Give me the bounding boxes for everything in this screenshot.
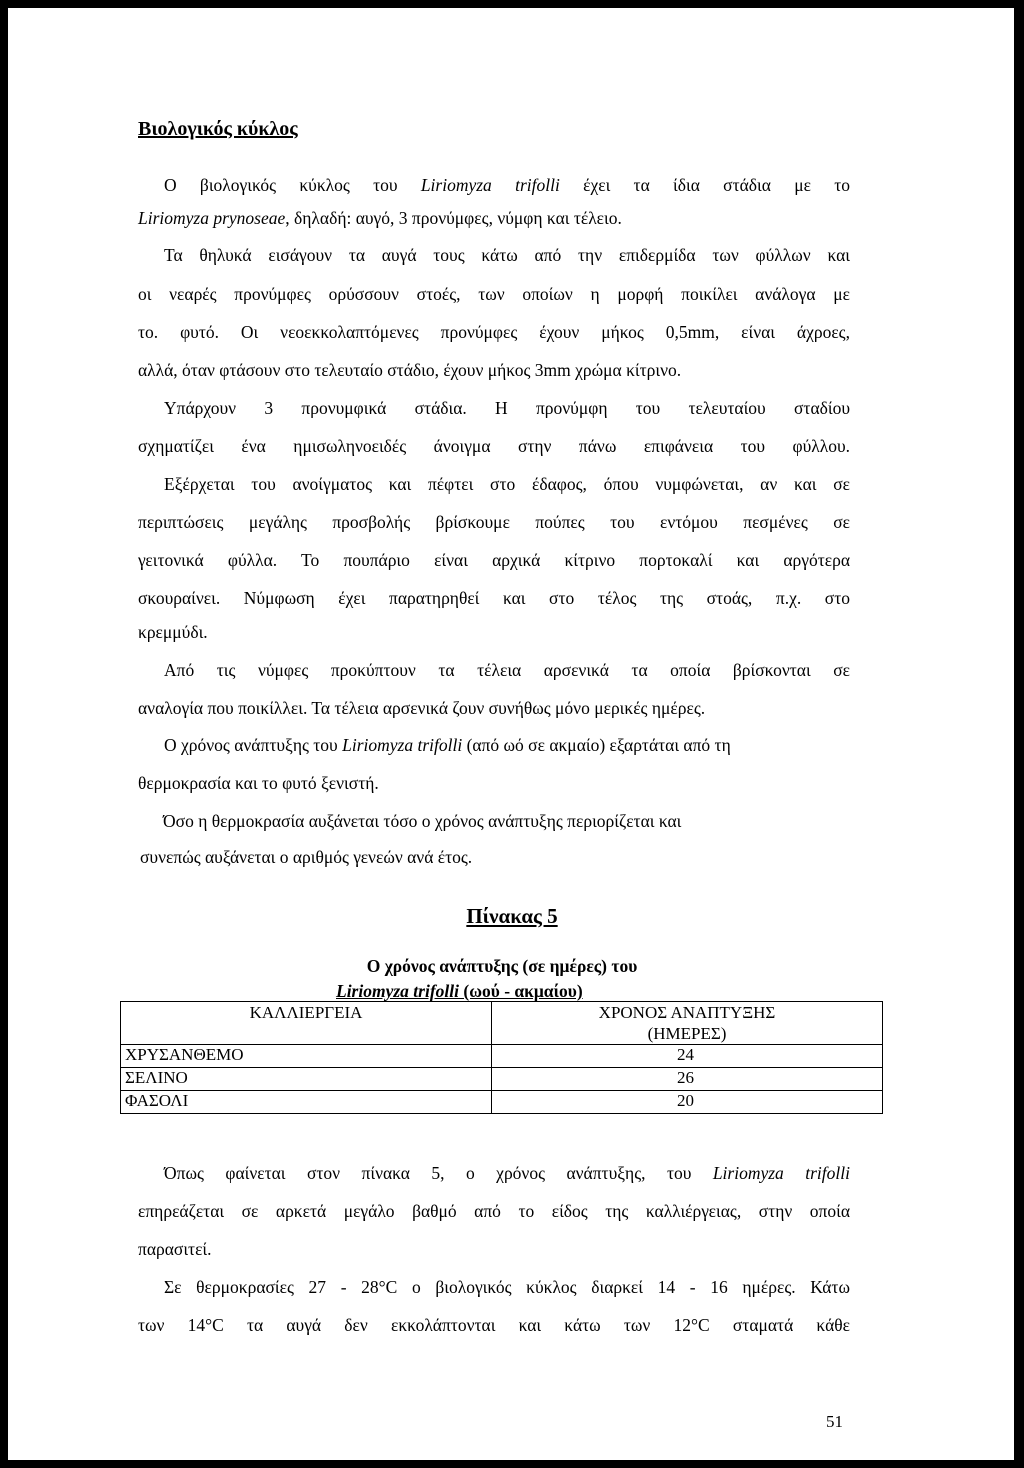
species-name: Liriomyza trifolli xyxy=(712,1163,850,1183)
paragraph-1-line-2: Liriomyza prynoseae, δηλαδή: αυγό, 3 προνύμφες, νύμφη και τέλειο. xyxy=(138,208,622,228)
paragraph-3-line-7: κρεμμύδι. xyxy=(138,622,208,642)
paragraph-6-line-1: Όσο η θερμοκρασία αυξάνεται τόσο ο χρόνος ανάπτυξης περιορίζεται και xyxy=(163,811,682,831)
development-time-table xyxy=(120,1001,883,1114)
table-title: Πίνακας 5 xyxy=(466,904,558,928)
page-number: 51 xyxy=(826,1412,843,1431)
paragraph-7-line-2: επηρεάζεται σε αρκετά μεγάλο βαθμό από το είδος της καλλιέργειας, στην οποία xyxy=(138,1201,850,1221)
crop-cell: ΧΡΥΣΑΝΘΕΜΟ xyxy=(121,1045,492,1068)
section-heading: Βιολογικός κύκλος xyxy=(138,118,298,140)
column-header-crop: ΚΑΛΛΙΕΡΓΕΙΑ xyxy=(121,1002,492,1045)
paragraph-6-line-2: συνεπώς αυξάνεται ο αριθμός γενεών ανά έτος. xyxy=(140,847,473,867)
crop-cell: ΣΕΛΙΝΟ xyxy=(121,1068,492,1091)
table-caption-line-2: Liriomyza trifolli (ωού - ακμαίου) xyxy=(336,981,583,1001)
days-cell: 26 xyxy=(492,1068,883,1091)
days-cell: 20 xyxy=(492,1091,883,1114)
table-caption-line-1: Ο χρόνος ανάπτυξης (σε ημέρες) του xyxy=(366,956,638,976)
paragraph-4-line-2: αναλογία που ποικίλλει. Τα τέλεια αρσενικά ζουν συνήθως μόνο μερικές ημέρες. xyxy=(138,698,706,718)
table-row xyxy=(121,1091,883,1114)
paragraph-1-line-1: Ο βιολογικός κύκλος του Liriomyza trifolli έχει τα ίδια στάδια με το xyxy=(164,175,850,195)
paragraph-2-line-3: το. φυτό. Οι νεοεκκολαπτόμενες προνύμφες έχουν μήκος 0,5mm, είναι άχροες, xyxy=(138,322,850,342)
paragraph-3-line-2: σχηματίζει ένα ημισωληνοειδές άνοιγμα στην πάνω επιφάνεια του φύλλου. xyxy=(138,436,850,456)
species-name: Liriomyza trifolli xyxy=(336,981,459,1001)
species-name: Liriomyza prynoseae xyxy=(138,208,286,228)
paragraph-8-line-2: των 14°C τα αυγά δεν εκκολάπτονται και κάτω των 12°C σταματά κάθε xyxy=(138,1315,850,1335)
paragraph-8-line-1: Σε θερμοκρασίες 27 - 28°C ο βιολογικός κύκλος διαρκεί 14 - 16 ημέρες. Κάτω xyxy=(164,1277,850,1297)
paragraph-3-line-4: περιπτώσεις μεγάλης προσβολής βρίσκουμε πούπες του εντόμου πεσμένες σε xyxy=(138,512,850,532)
paragraph-3-line-6: σκουραίνει. Νύμφωση έχει παρατηρηθεί και στο τέλος της στοάς, π.χ. στο xyxy=(138,588,850,608)
paragraph-5-line-1: Ο χρόνος ανάπτυξης του Liriomyza trifolli (από ωό σε ακμαίο) εξαρτάται από τη xyxy=(164,735,731,755)
table-row xyxy=(121,1045,883,1068)
table-row xyxy=(121,1068,883,1091)
paragraph-2-line-1: Τα θηλυκά εισάγουν τα αυγά τους κάτω από την επιδερμίδα των φύλλων και xyxy=(164,245,850,265)
crop-cell: ΦΑΣΟΛΙ xyxy=(121,1091,492,1114)
paragraph-3-line-1: Υπάρχουν 3 προνυμφικά στάδια. Η προνύμφη του τελευταίου σταδίου xyxy=(164,398,850,418)
species-name: Liriomyza trifolli xyxy=(420,175,560,195)
table-header-row xyxy=(121,1002,883,1045)
paragraph-4-line-1: Από τις νύμφες προκύπτουν τα τέλεια αρσενικά τα οποία βρίσκονται σε xyxy=(164,660,850,680)
paragraph-2-line-4: αλλά, όταν φτάσουν στο τελευταίο στάδιο, έχουν μήκος 3mm χρώμα κίτρινο. xyxy=(138,360,682,380)
paragraph-7-line-3: παρασιτεί. xyxy=(138,1239,212,1259)
species-name: Liriomyza trifolli xyxy=(342,735,463,755)
paragraph-2-line-2: οι νεαρές προνύμφες ορύσσουν στοές, των οποίων η μορφή ποικίλει ανάλογα με xyxy=(138,284,850,304)
paragraph-7-line-1: Όπως φαίνεται στον πίνακα 5, ο χρόνος ανάπτυξης, του Liriomyza trifolli xyxy=(164,1163,850,1183)
paragraph-3-line-3: Εξέρχεται του ανοίγματος και πέφτει στο έδαφος, όπου νυμφώνεται, αν και σε xyxy=(164,474,850,494)
paragraph-5-line-2: θερμοκρασία και το φυτό ξενιστή. xyxy=(138,773,379,793)
days-cell: 24 xyxy=(492,1045,883,1068)
column-header-days: ΧΡΟΝΟΣ ΑΝΑΠΤΥΞΗΣ (ΗΜΕΡΕΣ) xyxy=(492,1002,883,1045)
paragraph-3-line-5: γειτονικά φύλλα. Το πουπάριο είναι αρχικά κίτρινο πορτοκαλί και αργότερα xyxy=(138,550,850,570)
